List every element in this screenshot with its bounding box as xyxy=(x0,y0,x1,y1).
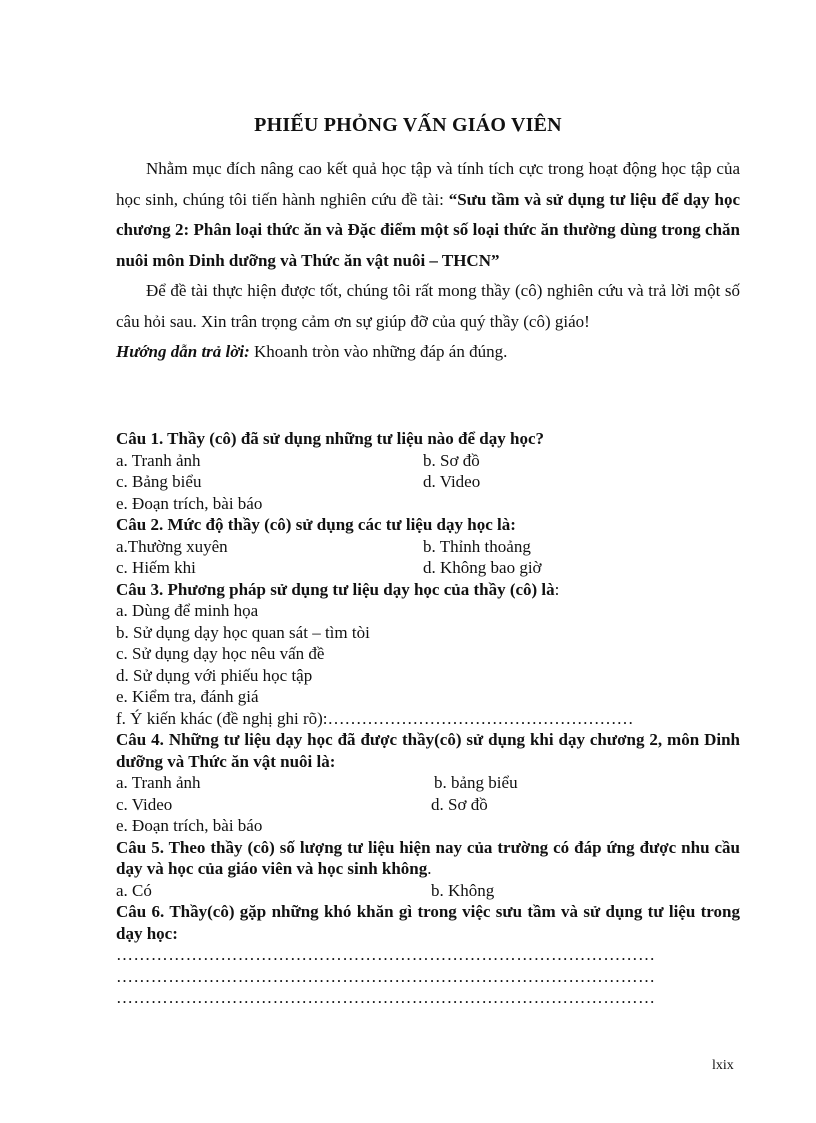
q5-option-b: b. Không xyxy=(431,880,495,900)
q1-option-c: c. Bảng biểu xyxy=(116,472,202,491)
q3-option-d: d. Sử dụng với phiếu học tập xyxy=(116,665,313,685)
question-5-period: . xyxy=(427,859,432,878)
q3-option-c: c. Sử dụng dạy học nêu vấn đề xyxy=(116,644,325,663)
q4-option-e: e. Đoạn trích, bài báo xyxy=(116,816,263,835)
intro-paragraph-1 xyxy=(116,154,740,276)
q4-option-c: c. Video xyxy=(116,794,173,814)
q1-option-a: a. Tranh ảnh xyxy=(116,450,201,470)
page-number: lxix xyxy=(712,1058,734,1073)
q3-option-a: a. Dùng để minh họa xyxy=(116,601,259,620)
q4-row-2 xyxy=(116,794,740,816)
q2-option-b: b. Thỉnh thoảng xyxy=(423,536,531,556)
q1-row-1 xyxy=(116,450,740,472)
q2-option-c: c. Hiếm khi xyxy=(116,558,196,577)
intro-text: Nhằm mục đích nâng cao kết quả học tập và tính tích cực trong hoạt động học tập của học sinh, chúng tôi tiến hành nghiên cứu đề tài: xyxy=(116,159,740,209)
intro-section xyxy=(116,154,740,368)
q3-option-b: b. Sử dụng dạy học quan sát – tìm tòi xyxy=(116,622,370,642)
answer-line-2[interactable]: ………………………………………………………………………………… xyxy=(116,966,656,986)
question-3-colon: : xyxy=(554,579,560,599)
q2-option-d: d. Không bao giờ xyxy=(423,558,542,577)
question-1: Câu 1. Thầy (cô) đã sử dụng những tư liệu nào để dạy học? xyxy=(116,429,545,448)
q3-option-f: f. Ý kiến khác (đề nghị ghi rõ):……………………………………………… xyxy=(116,708,634,728)
question-3 xyxy=(116,579,740,601)
q5-row-1 xyxy=(116,880,740,902)
q2-row-1 xyxy=(116,536,740,558)
question-4: Câu 4. Những tư liệu dạy học đã được thầy(cô) sử dụng khi dạy chương 2, môn Dinh dưỡng và Thức ăn vật nuôi là: xyxy=(116,730,740,771)
question-3-text: Câu 3. Phương pháp sử dụng tư liệu dạy học của thầy (cô) là xyxy=(116,579,555,599)
q1-option-d: d. Video xyxy=(423,472,481,491)
q1-option-e: e. Đoạn trích, bài báo xyxy=(116,493,263,513)
q2-row-2 xyxy=(116,557,740,579)
answer-guide-label: Hướng dẫn trả lời: xyxy=(116,342,250,361)
q1-row-2 xyxy=(116,471,740,493)
q1-option-b: b. Sơ đồ xyxy=(423,450,480,470)
question-5-text: Câu 5. Theo thầy (cô) số lượng tư liệu hiện nay của trường có đáp ứng được nhu cầu dạy và học của giáo viên và học sinh không xyxy=(116,837,740,878)
q4-row-1 xyxy=(116,772,740,794)
answer-line-1[interactable]: ………………………………………………………………………………… xyxy=(116,945,656,964)
q2-option-a: a.Thường xuyên xyxy=(116,536,228,556)
questionnaire xyxy=(116,428,740,1009)
intro-paragraph-2: Để đề tài thực hiện được tốt, chúng tôi rất mong thầy (cô) nghiên cứu và trả lời một số câu hỏi sau. Xin trân trọng cảm ơn sự giúp đỡ của quý thầy (cô) giáo! xyxy=(116,281,740,331)
question-5 xyxy=(116,837,740,880)
question-2: Câu 2. Mức độ thầy (cô) sử dụng các tư liệu dạy học là: xyxy=(116,515,516,534)
document-title: PHIẾU PHỎNG VẤN GIÁO VIÊN xyxy=(254,114,562,136)
q3-option-e: e. Kiểm tra, đánh giá xyxy=(116,687,259,706)
q4-option-d: d. Sơ đồ xyxy=(431,794,488,814)
research-topic: “Sưu tầm và sử dụng tư liệu để dạy học chương 2: Phân loại thức ăn và Đặc điểm một số loại thức ăn thường dùng trong chăn nuôi môn Dinh dưỡng và Thức ăn vật nuôi – THCN” xyxy=(116,189,740,270)
q4-option-a: a. Tranh ảnh xyxy=(116,773,201,792)
q4-option-b: b. bảng biểu xyxy=(434,773,518,792)
answer-line-3[interactable]: ………………………………………………………………………………… xyxy=(116,988,656,1007)
question-6: Câu 6. Thầy(cô) gặp những khó khăn gì trong việc sưu tầm và sử dụng tư liệu trong dạy học: xyxy=(116,902,740,943)
q5-option-a: a. Có xyxy=(116,880,152,900)
answer-guide-text: Khoanh tròn vào những đáp án đúng. xyxy=(249,342,508,361)
answer-guide xyxy=(116,337,740,368)
